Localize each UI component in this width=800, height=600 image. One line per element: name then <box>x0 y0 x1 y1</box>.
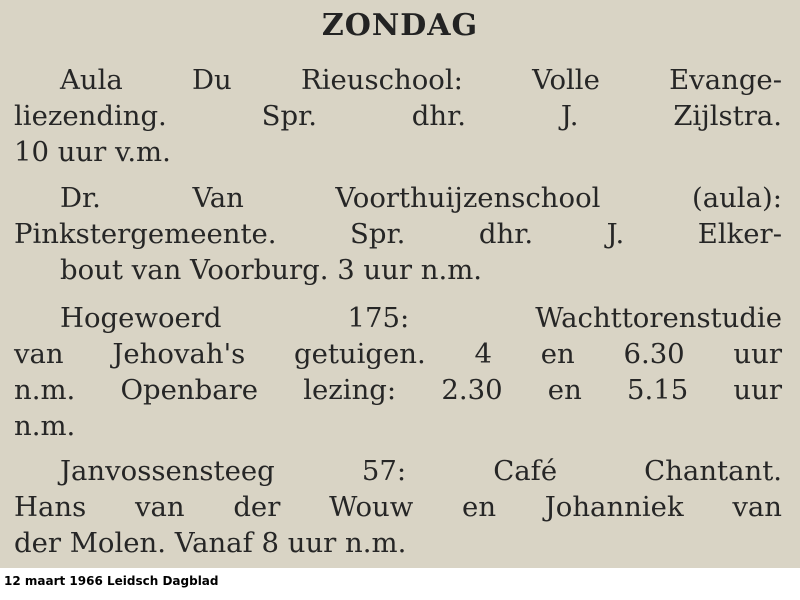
listing-paragraph <box>14 300 782 444</box>
text-line: liezending. Spr. dhr. J. Zijlstra. <box>14 100 782 132</box>
text-line: Janvossensteeg 57: Café Chantant. <box>60 455 782 487</box>
listing-paragraph <box>14 453 782 561</box>
text-line: Hogewoerd 175: Wachttorenstudie <box>60 302 782 334</box>
section-heading: ZONDAG <box>321 8 479 43</box>
text-line: bout van Voorburg. 3 uur n.m. <box>60 254 483 286</box>
text-line: 10 uur v.m. <box>14 136 171 168</box>
listing-paragraph <box>14 62 782 170</box>
text-line: Pinkstergemeente. Spr. dhr. J. Elker- <box>14 218 782 250</box>
text-line: n.m. <box>14 410 76 442</box>
text-line: Hans van der Wouw en Johanniek van <box>14 491 782 523</box>
listing-paragraph <box>14 180 782 288</box>
source-caption: 12 maart 1966 Leidsch Dagblad <box>4 574 219 588</box>
text-line: Dr. Van Voorthuijzenschool (aula): <box>60 182 782 214</box>
text-line: der Molen. Vanaf 8 uur n.m. <box>14 527 407 559</box>
text-line: n.m. Openbare lezing: 2.30 en 5.15 uur <box>14 374 782 406</box>
text-line: Aula Du Rieuschool: Volle Evange- <box>60 64 782 96</box>
text-line: van Jehovah's getuigen. 4 en 6.30 uur <box>14 338 782 370</box>
